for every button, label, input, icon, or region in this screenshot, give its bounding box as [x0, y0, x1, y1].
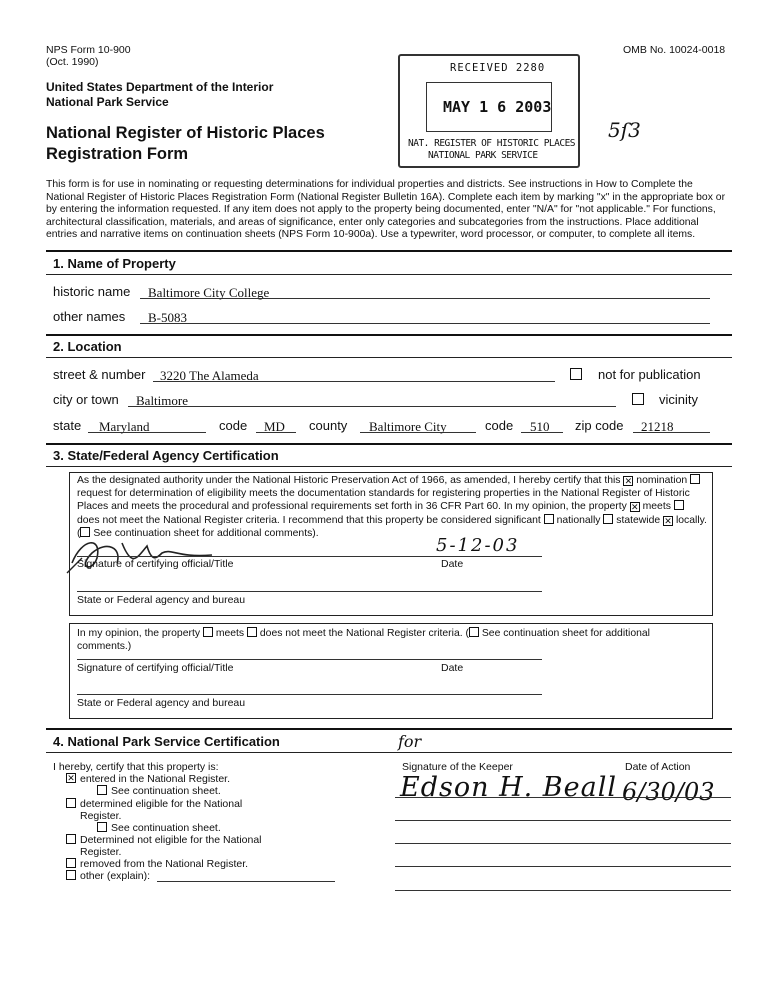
state-code-label: code — [219, 418, 248, 433]
section2-title: 2. Location — [53, 339, 122, 354]
signature-label-2: Signature of certifying official/Title — [77, 662, 234, 674]
cert-text-d: See continuation sheet for additional comments). — [93, 528, 319, 539]
agency-label-2: State or Federal agency and bureau — [77, 697, 246, 709]
removed-checkbox[interactable] — [66, 858, 76, 868]
vicinity-label: vicinity — [659, 392, 699, 407]
state-label: state — [53, 418, 82, 433]
form-title-line2: Registration Form — [46, 145, 189, 163]
state-value[interactable]: Maryland — [99, 419, 150, 434]
historic-name-value[interactable]: Baltimore City College — [148, 285, 270, 300]
opinion-meets-checkbox[interactable] — [203, 627, 213, 637]
section3-title: 3. State/Federal Agency Certification — [53, 448, 279, 463]
date-label: Date — [441, 558, 464, 570]
entered-checkbox[interactable] — [66, 773, 76, 783]
handwritten-id: 5ſ3 — [608, 118, 641, 142]
statewide-label: statewide — [616, 514, 661, 526]
intro-paragraph: This form is for use in nominating or requesting determinations for individual properties and districts. See instructions in How to Complete the National Register of Historic Places Registration Form (National Register Bulletin 16A). Complete each item by marking "x" in the appropriate box or by entering the information requested. If any item does not apply to the property being documented, enter "N/A" for "not applicable." For functions, architectural classification, materials, and areas of significance, enter only categories and subcategories from the instructions. Place additional entries and narrative items on continuation sheets (NPS Form 10-900a). Use a typewriter, word processor, or computer, to complete all items. — [46, 179, 726, 240]
opinion-text-b: does not meet the National Register criteria. ( — [259, 628, 469, 639]
nomination-label: nomination — [636, 475, 688, 486]
keeper-signature: Edson H. Beall — [400, 772, 617, 803]
statewide-checkbox[interactable] — [603, 514, 613, 524]
state-code-value[interactable]: MD — [264, 419, 285, 434]
stamp-line2: NATIONAL PARK SERVICE — [428, 150, 538, 161]
other-checkbox[interactable] — [66, 870, 76, 880]
county-label: county — [309, 418, 348, 433]
opinion-text-a: In my opinion, the property — [77, 628, 201, 639]
opinion-continuation-checkbox[interactable] — [469, 627, 479, 637]
nomination-checkbox[interactable] — [623, 476, 633, 486]
historic-name-label: historic name — [53, 284, 131, 299]
agency-label: State or Federal agency and bureau — [77, 594, 246, 606]
does-not-meet-checkbox[interactable] — [674, 500, 684, 510]
county-code-label: code — [485, 418, 514, 433]
does-label: does — [77, 514, 100, 526]
section4-title: 4. National Park Service Certification — [53, 734, 280, 749]
signature-label: Signature of certifying official/Title — [77, 558, 234, 570]
removed-label: removed from the National Register. — [80, 858, 249, 870]
city-value[interactable]: Baltimore — [136, 393, 188, 408]
eligible-continuation-label: See continuation sheet. — [111, 822, 221, 834]
locally-checkbox[interactable] — [663, 516, 673, 526]
zip-label: zip code — [575, 418, 624, 433]
entered-continuation-label: See continuation sheet. — [111, 785, 221, 797]
eligible-checkbox[interactable] — [66, 798, 76, 808]
service: National Park Service — [46, 95, 169, 109]
nationally-label: nationally — [556, 514, 601, 526]
meets-checkbox[interactable] — [630, 502, 640, 512]
not-for-publication-label: not for publication — [598, 367, 701, 382]
cert-text-a: As the designated authority under the National Historic Preservation Act of 1966, as amended, I hereby certify that this — [77, 475, 621, 486]
vicinity-checkbox[interactable] — [632, 393, 644, 405]
street-value[interactable]: 3220 The Alameda — [160, 368, 259, 383]
meets-label: meets — [642, 501, 671, 512]
zip-value[interactable]: 21218 — [641, 419, 674, 434]
opinion-not-meet-checkbox[interactable] — [247, 627, 257, 637]
cert-text-b: request for determination of eligibility meets the documentation standards for registering properties in the National Register of Historic Places and meets the procedural and professional requirements set forth in 36 CFR Part 60. In my opinion, the property — [77, 487, 690, 512]
entered-label: entered in the National Register. — [80, 773, 231, 785]
stamp-received: RECEIVED 2280 — [450, 62, 546, 74]
opinion-text — [77, 627, 707, 653]
nationally-checkbox[interactable] — [544, 514, 554, 524]
opinion-text-c: See continuation sheet for additional comments.) — [77, 628, 650, 652]
form-title-line1: National Register of Historic Places — [46, 124, 325, 142]
other-names-value[interactable]: B-5083 — [148, 310, 187, 325]
received-stamp — [398, 54, 580, 168]
cert-text-c: not meet the National Register criteria. I recommend that this property be considered significant — [102, 514, 541, 526]
locally-label: locally. ( — [77, 514, 707, 539]
county-code-value[interactable]: 510 — [530, 419, 550, 434]
opinion-meets-label: meets — [215, 628, 245, 639]
not-eligible-checkbox[interactable] — [66, 834, 76, 844]
other-label: other (explain): — [80, 870, 151, 882]
stamp-line1: NAT. REGISTER OF HISTORIC PLACES — [408, 138, 576, 149]
section1-title: 1. Name of Property — [53, 256, 176, 271]
omb-number: OMB No. 10024-0018 — [623, 44, 726, 56]
street-label: street & number — [53, 367, 146, 382]
nps-cert-intro: I hereby, certify that this property is: — [53, 761, 219, 773]
department: United States Department of the Interior — [46, 80, 274, 94]
stamp-date: MAY 1 6 2003 — [443, 98, 552, 116]
determination-checkbox[interactable] — [690, 474, 700, 484]
certifying-signature — [62, 528, 222, 578]
form-number: NPS Form 10-900 — [46, 44, 131, 56]
date-of-action-label: Date of Action — [625, 761, 691, 773]
form-date: (Oct. 1990) — [46, 56, 99, 68]
keeper-label: Signature of the Keeper — [402, 761, 513, 773]
county-value[interactable]: Baltimore City — [369, 419, 447, 434]
eligible-label: determined eligible for the National Register. — [80, 798, 243, 822]
date-label-2: Date — [441, 662, 464, 674]
entered-continuation-checkbox[interactable] — [97, 785, 107, 795]
for-note: for — [398, 732, 422, 751]
eligible-continuation-checkbox[interactable] — [97, 822, 107, 832]
not-for-publication-checkbox[interactable] — [570, 368, 582, 380]
city-label: city or town — [53, 392, 119, 407]
not-eligible-label: Determined not eligible for the National Register. — [80, 834, 262, 858]
other-names-label: other names — [53, 309, 126, 324]
action-date: 6/30/03 — [622, 778, 715, 806]
certifying-date: 5-12-03 — [436, 535, 520, 556]
